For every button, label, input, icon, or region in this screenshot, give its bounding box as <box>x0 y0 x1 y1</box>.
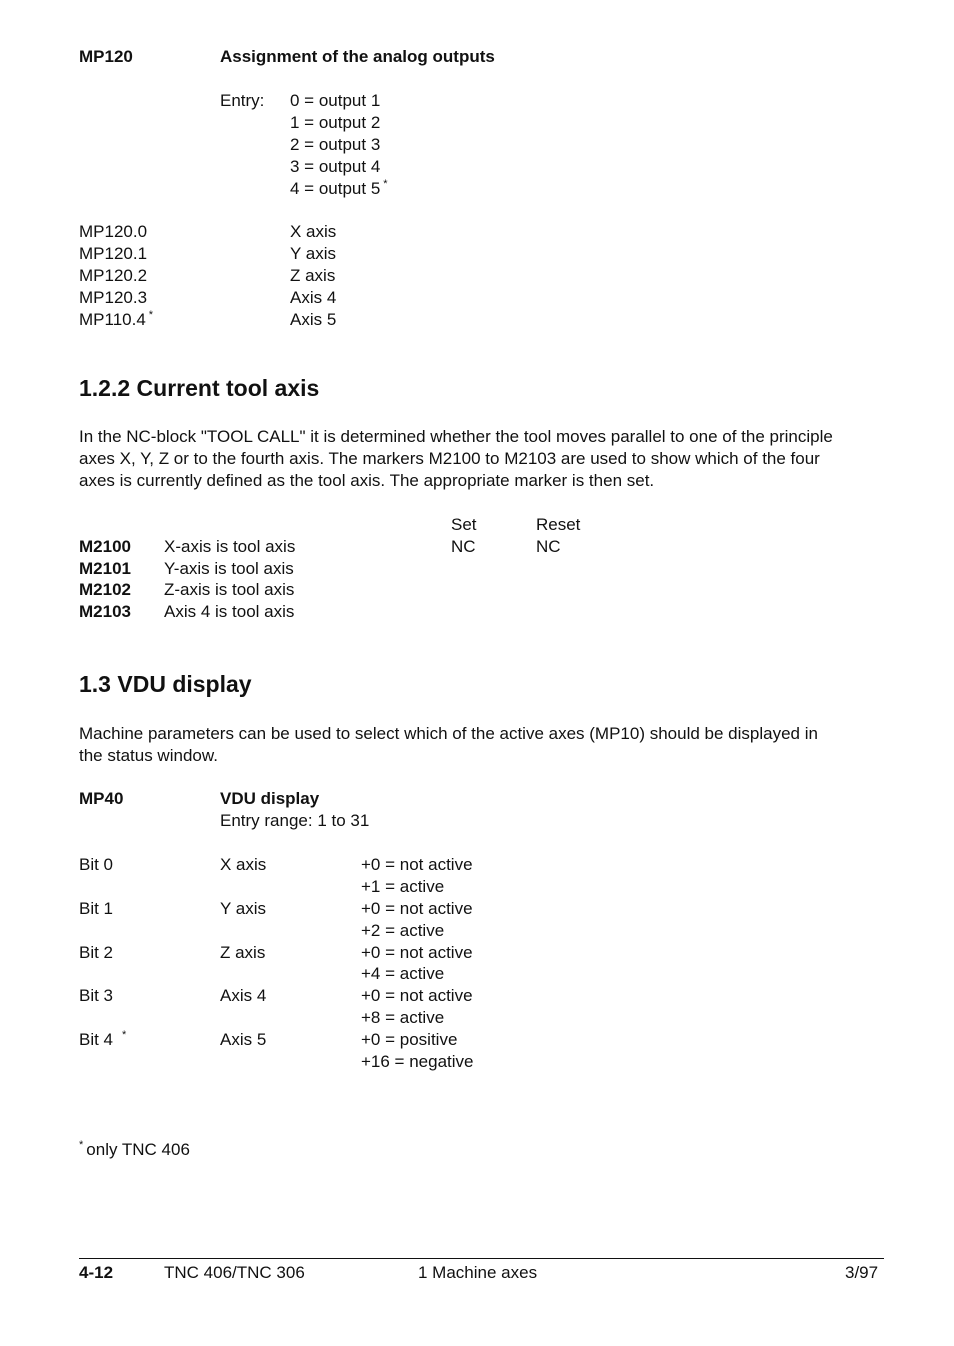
mp120-param-value: Z axis <box>290 266 336 285</box>
marker-desc: Z-axis is tool axis <box>164 580 295 599</box>
footer-divider <box>79 1258 884 1259</box>
marker-code: M2103 <box>79 602 131 621</box>
mp120-param-name: MP120.3 <box>79 288 148 307</box>
marker-desc: Axis 4 is tool axis <box>164 602 295 621</box>
mp120-param-name: MP120.1 <box>79 244 148 263</box>
bit-value: +8 = active <box>361 1008 445 1027</box>
footnote-marker: * <box>79 1139 84 1151</box>
mp40-code: MP40 <box>79 789 124 808</box>
marker-code: M2101 <box>79 559 131 578</box>
mp120-entry-label: Entry: <box>220 91 265 110</box>
marker-code: M2100 <box>79 537 131 556</box>
section-heading-vdu-display: 1.3 VDU display <box>79 671 252 697</box>
mp120-title: Assignment of the analog outputs <box>220 47 495 66</box>
paragraph-line: In the NC-block "TOOL CALL" it is determined whether the tool moves parallel to one of the principle <box>79 427 833 446</box>
mp120-param-name: MP110.4 * <box>79 309 154 329</box>
marker-desc: X-axis is tool axis <box>164 537 296 556</box>
bit-label: Bit 3 <box>79 986 114 1005</box>
section-heading-current-tool-axis: 1.2.2 Current tool axis <box>79 375 320 401</box>
bit-value: +0 = positive <box>361 1030 458 1049</box>
mp120-entry-1: 1 = output 2 <box>290 113 381 132</box>
mp120-param-name: MP120.2 <box>79 266 148 285</box>
bit-value: +0 = not active <box>361 986 473 1005</box>
marker-reset: NC <box>536 537 561 556</box>
footer-product: TNC 406/TNC 306 <box>164 1263 305 1282</box>
bit-label: Bit 2 <box>79 943 114 962</box>
footnote: * only TNC 406 <box>79 1139 190 1159</box>
footnote-marker: * <box>148 309 154 321</box>
mp40-range: Entry range: 1 to 31 <box>220 811 370 830</box>
footer-page-number: 4-12 <box>79 1263 114 1282</box>
mp120-param-value: Axis 4 <box>290 288 337 307</box>
bit-value: +0 = not active <box>361 855 473 874</box>
bit-label: Bit 0 <box>79 855 114 874</box>
paragraph-line: axes is currently defined as the tool axis. The appropriate marker is then set. <box>79 471 655 490</box>
marker-desc: Y-axis is tool axis <box>164 559 294 578</box>
mp120-entry-0: 0 = output 1 <box>290 91 381 110</box>
bit-value: +4 = active <box>361 964 445 983</box>
paragraph-line: Machine parameters can be used to select which of the active axes (MP10) should be displayed in <box>79 724 818 743</box>
footer-chapter: 1 Machine axes <box>418 1263 538 1282</box>
mp120-entry-3: 3 = output 4 <box>290 157 381 176</box>
column-header-set: Set <box>451 515 477 534</box>
bit-label: Bit 1 <box>79 899 114 918</box>
bit-label: Bit 4 * <box>79 1029 127 1049</box>
footnote-marker: * <box>383 178 388 190</box>
bit-axis: X axis <box>220 855 267 874</box>
bit-value: +16 = negative <box>361 1052 474 1071</box>
mp40-title: VDU display <box>220 789 320 808</box>
mp120-param-value: X axis <box>290 222 337 241</box>
paragraph-line: the status window. <box>79 746 218 765</box>
mp120-param-value: Axis 5 <box>290 310 337 329</box>
mp120-entry-2: 2 = output 3 <box>290 135 381 154</box>
mp120-param-value: Y axis <box>290 244 336 263</box>
mp120-code: MP120 <box>79 47 133 66</box>
marker-set: NC <box>451 537 476 556</box>
bit-axis: Axis 4 <box>220 986 267 1005</box>
bit-value: +0 = not active <box>361 899 473 918</box>
bit-axis: Z axis <box>220 943 266 962</box>
paragraph-line: axes X, Y, Z or to the fourth axis. The markers M2100 to M2103 are used to show which of the four <box>79 449 820 468</box>
marker-code: M2102 <box>79 580 131 599</box>
bit-axis: Y axis <box>220 899 266 918</box>
bit-value: +1 = active <box>361 877 445 896</box>
mp120-param-name: MP120.0 <box>79 222 148 241</box>
mp120-entry-4: 4 = output 5 * <box>290 178 388 198</box>
column-header-reset: Reset <box>536 515 581 534</box>
bit-value: +2 = active <box>361 921 445 940</box>
footnote-marker: * <box>122 1029 127 1041</box>
bit-value: +0 = not active <box>361 943 473 962</box>
bit-axis: Axis 5 <box>220 1030 267 1049</box>
footer-date: 3/97 <box>845 1263 879 1282</box>
